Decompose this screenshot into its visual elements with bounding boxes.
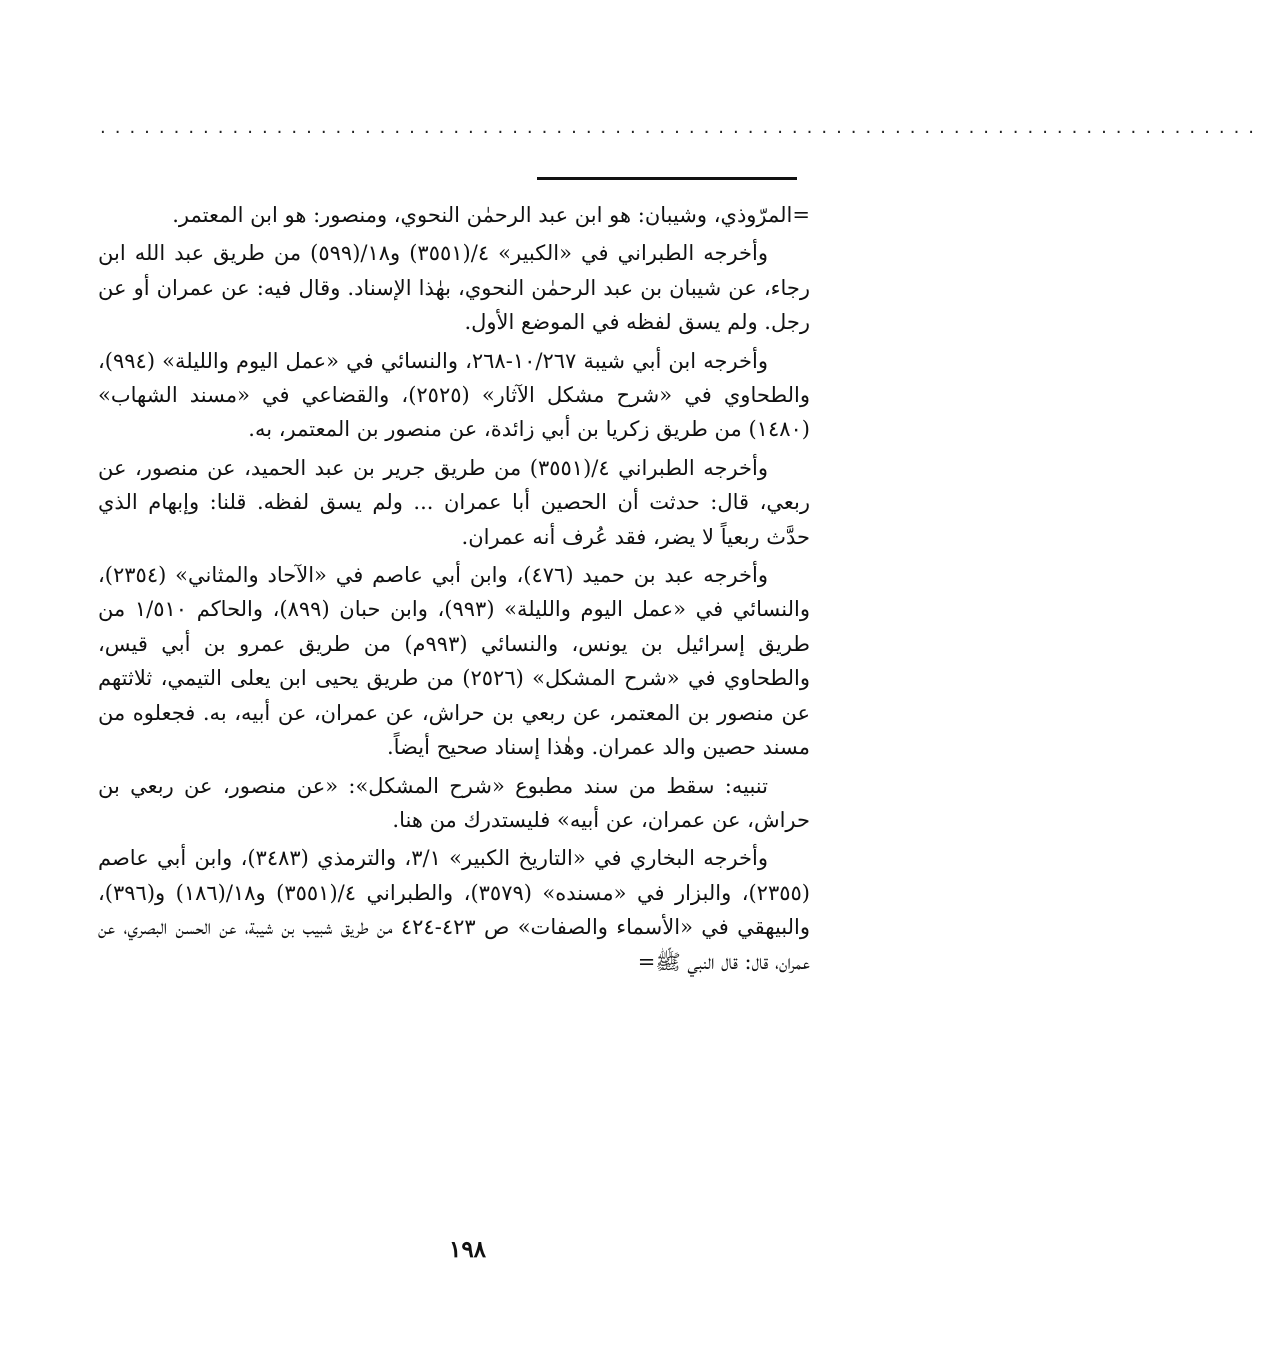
footnote-paragraph-tabarani: وأخرجه الطبراني في «الكبير» ٤/(٣٥٥١) و١٨/(٥٩٩) من طريق عبد الله ابن رجاء، عن شيبان بن عبد الرحمٰن النحوي، بهٰذا الإسناد. وقال فيه: عن عمران أو عن رجل. ولم يسق لفظه في الموضع الأول.: [98, 241, 810, 335]
footnote-paragraph-bukhari: وأخرجه البخاري في «التاريخ الكبير» ٣/١، والترمذي (٣٤٨٣)، وابن أبي عاصم (٢٣٥٥)، والبزار في «مسنده» (٣٥٧٩)، والطبراني ٤/(٣٥٥١) و١٨/(١٨٦) و(٣٩٦)، والبيهقي في «الأسماء والصفات» ص ٤٢٣-٤٢٤ من طريق شبيب بن شيبة، عن الحسن البصري، عن عمران، قال: قال النبي ﷺ=: [98, 846, 810, 974]
footnote-paragraph-ibn-abi-shayba: وأخرجه ابن أبي شيبة ١٠/٢٦٧-٢٦٨، والنسائي في «عمل اليوم والليلة» (٩٩٤)، والطحاوي في «شرح مشكل الآثار» (٢٥٢٥)، والقضاعي في «مسند الشهاب» (١٤٨٠) من طريق زكريا بن أبي زائدة، عن منصور بن المعتمر، به.: [98, 348, 810, 442]
page-number: ١٩٨: [448, 1236, 487, 1263]
footnote-paragraph-continuation: =المرّوذي، وشيبان: هو ابن عبد الرحمٰن النحوي، ومنصور: هو ابن المعتمر.: [172, 203, 810, 227]
footnote-paragraph-abd-bin-humayd: وأخرجه عبد بن حميد (٤٧٦)، وابن أبي عاصم في «الآحاد والمثاني» (٢٣٥٤)، والنسائي في «عمل اليوم والليلة» (٩٩٣)، وابن حبان (٨٩٩)، والحاكم ١/٥١٠ من طريق إسرائيل بن يونس، والنسائي (٩٩٣م) من طريق عمرو بن أبي قيس، والطحاوي في «شرح المشكل» (٢٥٢٦) من طريق يحيى ابن يعلى التيمي، ثلاثتهم عن منصور بن المعتمر، عن ربعي بن حراش، عن عمران، عن أبيه، به. فجعلوه من مسند حصين والد عمران. وهٰذا إسناد صحيح أيضاً.: [98, 563, 810, 760]
footnote-text-block: [98, 198, 810, 983]
footnote-paragraph-tanbih: تنبيه: سقط من سند مطبوع «شرح المشكل»: «عن منصور، عن ربعي بن حراش، عن عمران، عن أبيه» فليستدرك من هنا.: [98, 773, 810, 832]
footnote-paragraph-jarir: وأخرجه الطبراني ٤/(٣٥٥١) من طريق جرير بن عبد الحميد، عن منصور، عن ربعي، قال: حدثت أن الحصين أبا عمران ... ولم يسق لفظه. قلنا: وإبهام الذي حدَّث ربعياً لا يضر، فقد عُرف أنه عمران.: [98, 455, 810, 549]
separator-dots: ...............................................................................: [100, 117, 1263, 138]
footnote-rule: [537, 177, 797, 180]
